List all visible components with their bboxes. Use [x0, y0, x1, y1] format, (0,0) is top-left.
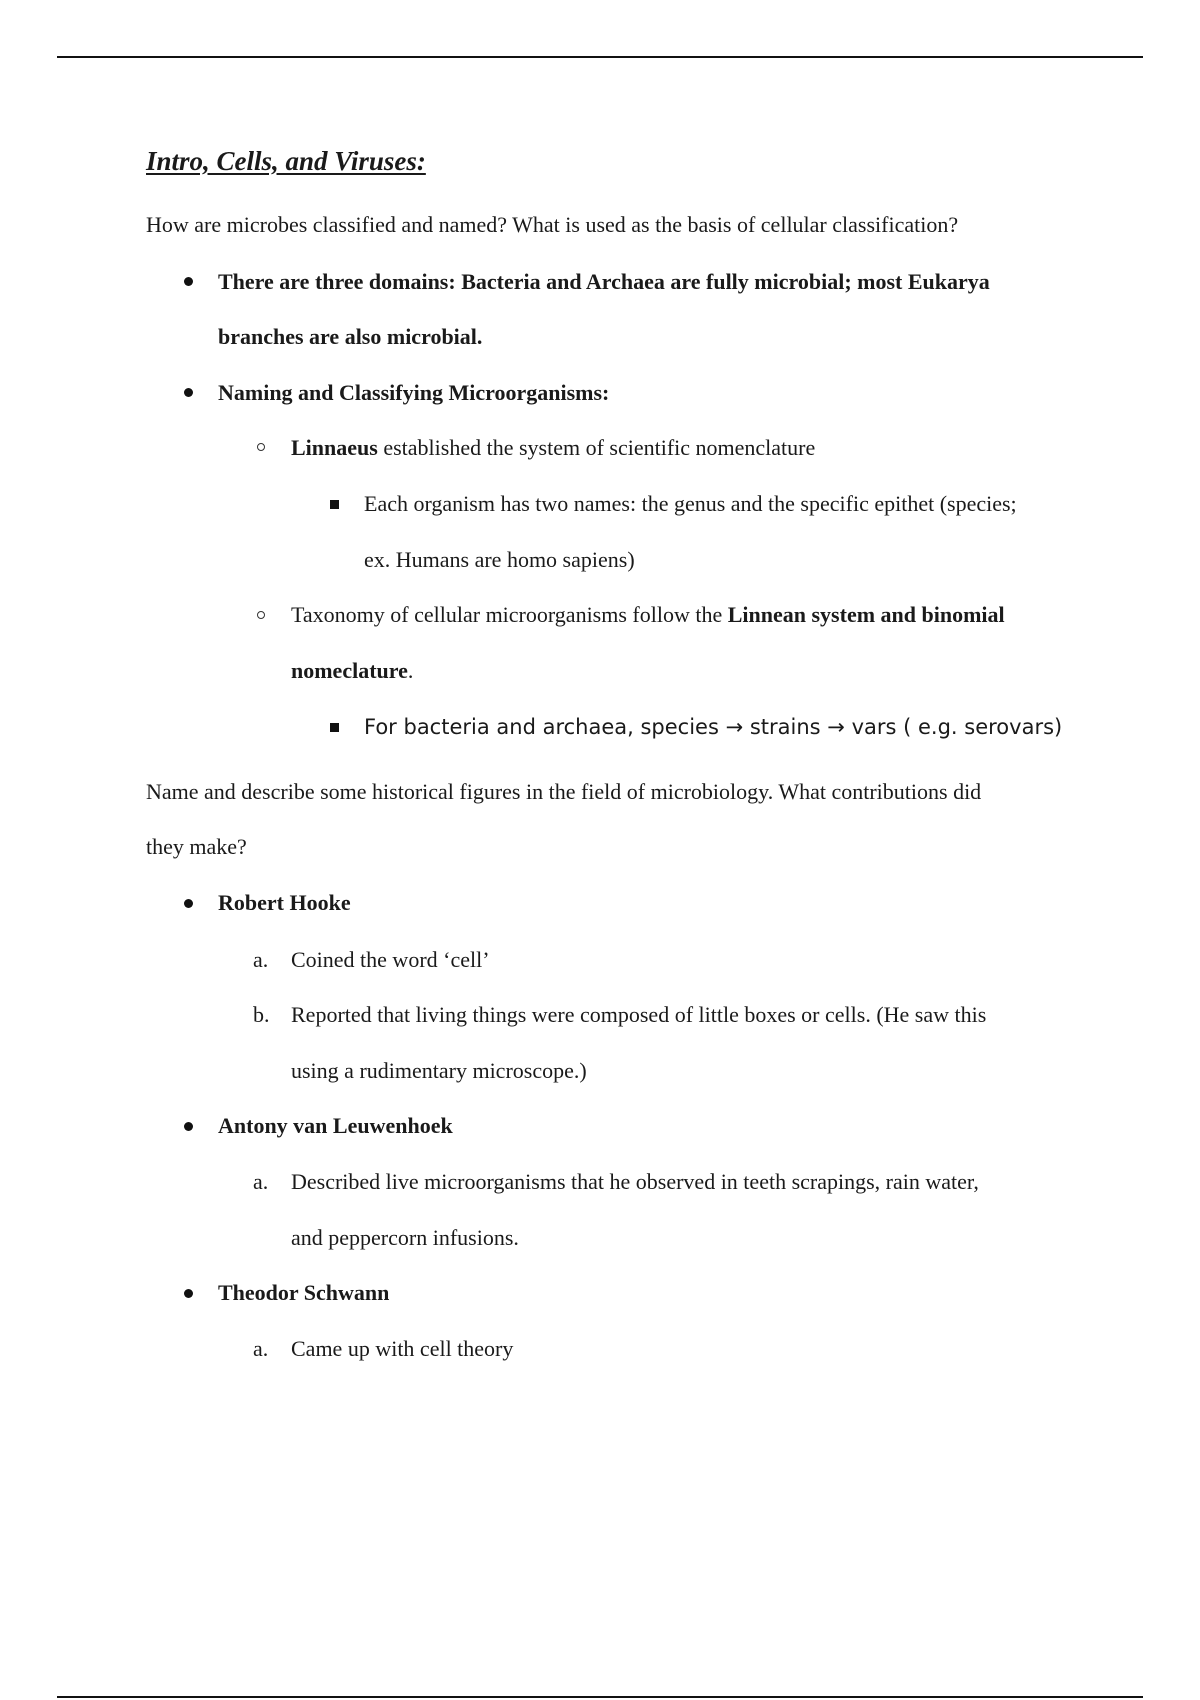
figure-leuwenhoek: Antony van Leuwenhoek	[218, 1113, 453, 1138]
list-marker-a: a.	[253, 947, 269, 972]
bottom-rule	[57, 1696, 1143, 1698]
question-2-line1: Name and describe some historical figures in the field of microbiology. What contributions did	[146, 779, 982, 804]
sub-bullet-taxonomy-line1	[291, 600, 1005, 630]
bullet-domains-line1: There are three domains: Bacteria and Archaea are fully microbial; most Eukarya	[218, 269, 990, 294]
sub-sub-bullet-names-line1: Each organism has two names: the genus and the specific epithet (species;	[364, 491, 1017, 516]
top-rule	[57, 56, 1143, 58]
sub-sub-bullet-strains: For bacteria and archaea, species → strains → vars ( e.g. serovars)	[364, 715, 1063, 739]
page-title: Intro, Cells, and Viruses:	[146, 146, 426, 176]
bullet-circle-icon	[257, 443, 265, 451]
sub-bullet-taxonomy-line2	[291, 656, 413, 686]
bullet-disc-icon	[184, 277, 193, 286]
question-2-line2: they make?	[146, 834, 247, 859]
list-marker-a: a.	[253, 1169, 269, 1194]
taxonomy-end: .	[407, 658, 414, 683]
sub-sub-bullet-names-line2: ex. Humans are homo sapiens)	[364, 547, 635, 572]
list-marker-a: a.	[253, 1336, 269, 1361]
bullet-disc-icon	[184, 1122, 193, 1131]
taxonomy-bold: Linnean system and binomial	[727, 602, 1005, 627]
taxonomy-bold-2: nomeclature	[291, 658, 408, 683]
bullet-circle-icon	[257, 611, 265, 619]
bullet-disc-icon	[184, 388, 193, 397]
linnaeus-bold: Linnaeus	[291, 435, 378, 460]
figure-schwann: Theodor Schwann	[218, 1280, 390, 1305]
bullet-square-icon	[330, 723, 339, 732]
question-1: How are microbes classified and named? What is used as the basis of cellular classification?	[146, 212, 959, 237]
bullet-naming: Naming and Classifying Microorganisms:	[218, 380, 610, 405]
taxonomy-pre: Taxonomy of cellular microorganisms follow the	[291, 602, 728, 627]
list-marker-b: b.	[253, 1002, 270, 1027]
linnaeus-rest: established the system of scientific nomenclature	[377, 435, 816, 460]
hooke-item-a: Coined the word ‘cell’	[291, 947, 490, 972]
bullet-disc-icon	[184, 1289, 193, 1298]
hooke-item-b-line2: using a rudimentary microscope.)	[291, 1058, 587, 1083]
leuwenhoek-item-a-line1: Described live microorganisms that he observed in teeth scrapings, rain water,	[291, 1169, 979, 1194]
schwann-item-a: Came up with cell theory	[291, 1336, 514, 1361]
figure-robert-hooke: Robert Hooke	[218, 890, 351, 915]
sub-bullet-linnaeus	[291, 433, 815, 463]
hooke-item-b-line1: Reported that living things were composed of little boxes or cells. (He saw this	[291, 1002, 987, 1027]
bullet-domains-line2: branches are also microbial.	[218, 324, 483, 349]
leuwenhoek-item-a-line2: and peppercorn infusions.	[291, 1225, 519, 1250]
bullet-square-icon	[330, 500, 339, 509]
bullet-disc-icon	[184, 899, 193, 908]
